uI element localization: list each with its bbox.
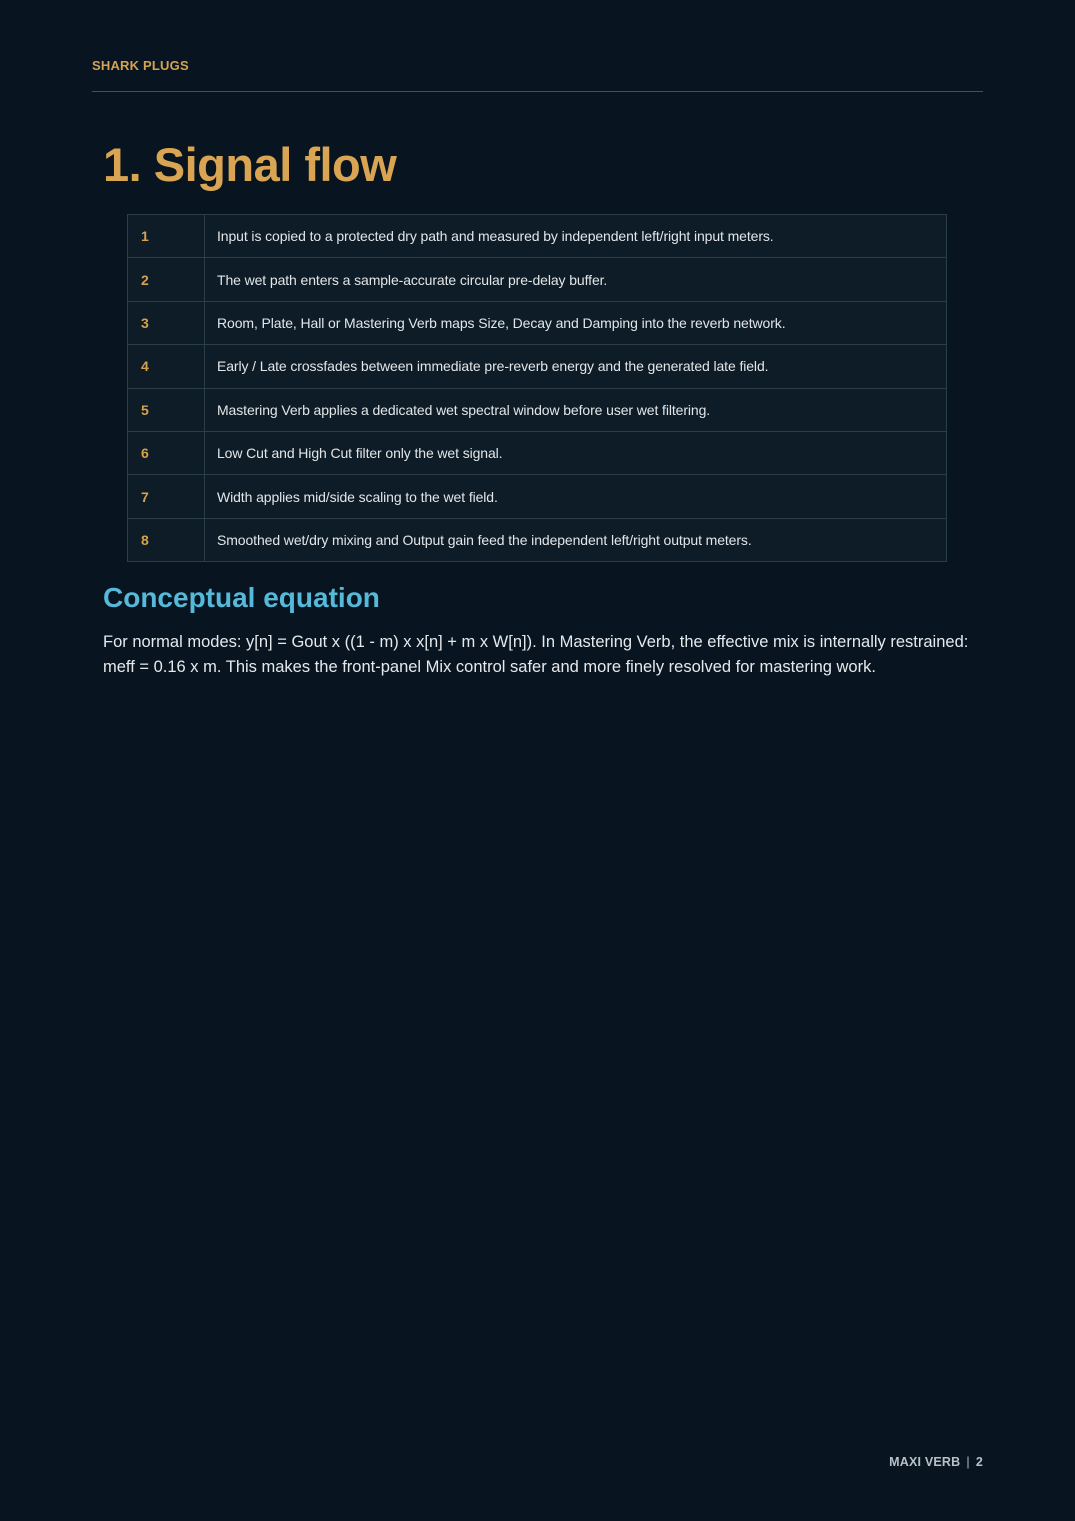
step-text: Room, Plate, Hall or Mastering Verb maps Size, Decay and Damping into the reverb network. [205,301,947,344]
footer-separator: | [966,1455,970,1469]
step-number: 8 [128,518,205,561]
table-row [128,388,947,431]
page-footer [889,1455,983,1469]
step-text: Mastering Verb applies a dedicated wet spectral window before user wet filtering. [205,388,947,431]
step-text: Smoothed wet/dry mixing and Output gain feed the independent left/right output meters. [205,518,947,561]
equation-paragraph: For normal modes: y[n] = Gout x ((1 - m) x x[n] + m x W[n]). In Mastering Verb, the effective mix is internally restrained: meff = 0.16 x m. This makes the front-panel Mix control safer and more finely resolved for mastering work. [103,633,969,676]
step-number: 1 [128,215,205,258]
table-row [128,258,947,301]
section-title: 1. Signal flow [103,138,397,191]
table-row [128,475,947,518]
table-row [128,215,947,258]
table-row [128,431,947,474]
step-text: Low Cut and High Cut filter only the wet signal. [205,431,947,474]
step-text: Early / Late crossfades between immediate pre-reverb energy and the generated late field. [205,345,947,388]
table-row [128,301,947,344]
footer-product-name: MAXI VERB [889,1455,961,1469]
signal-flow-table [127,214,947,562]
page-header [92,58,983,92]
equation-heading: Conceptual equation [103,582,380,613]
step-number: 2 [128,258,205,301]
table-row [128,345,947,388]
step-text: Width applies mid/side scaling to the wet field. [205,475,947,518]
step-number: 4 [128,345,205,388]
step-text: Input is copied to a protected dry path and measured by independent left/right input meters. [205,215,947,258]
step-text: The wet path enters a sample-accurate circular pre-delay buffer. [205,258,947,301]
table-row [128,518,947,561]
step-number: 7 [128,475,205,518]
step-number: 3 [128,301,205,344]
brand-name: SHARK PLUGS [92,58,189,73]
page-number: 2 [975,1455,983,1469]
step-number: 6 [128,431,205,474]
step-number: 5 [128,388,205,431]
